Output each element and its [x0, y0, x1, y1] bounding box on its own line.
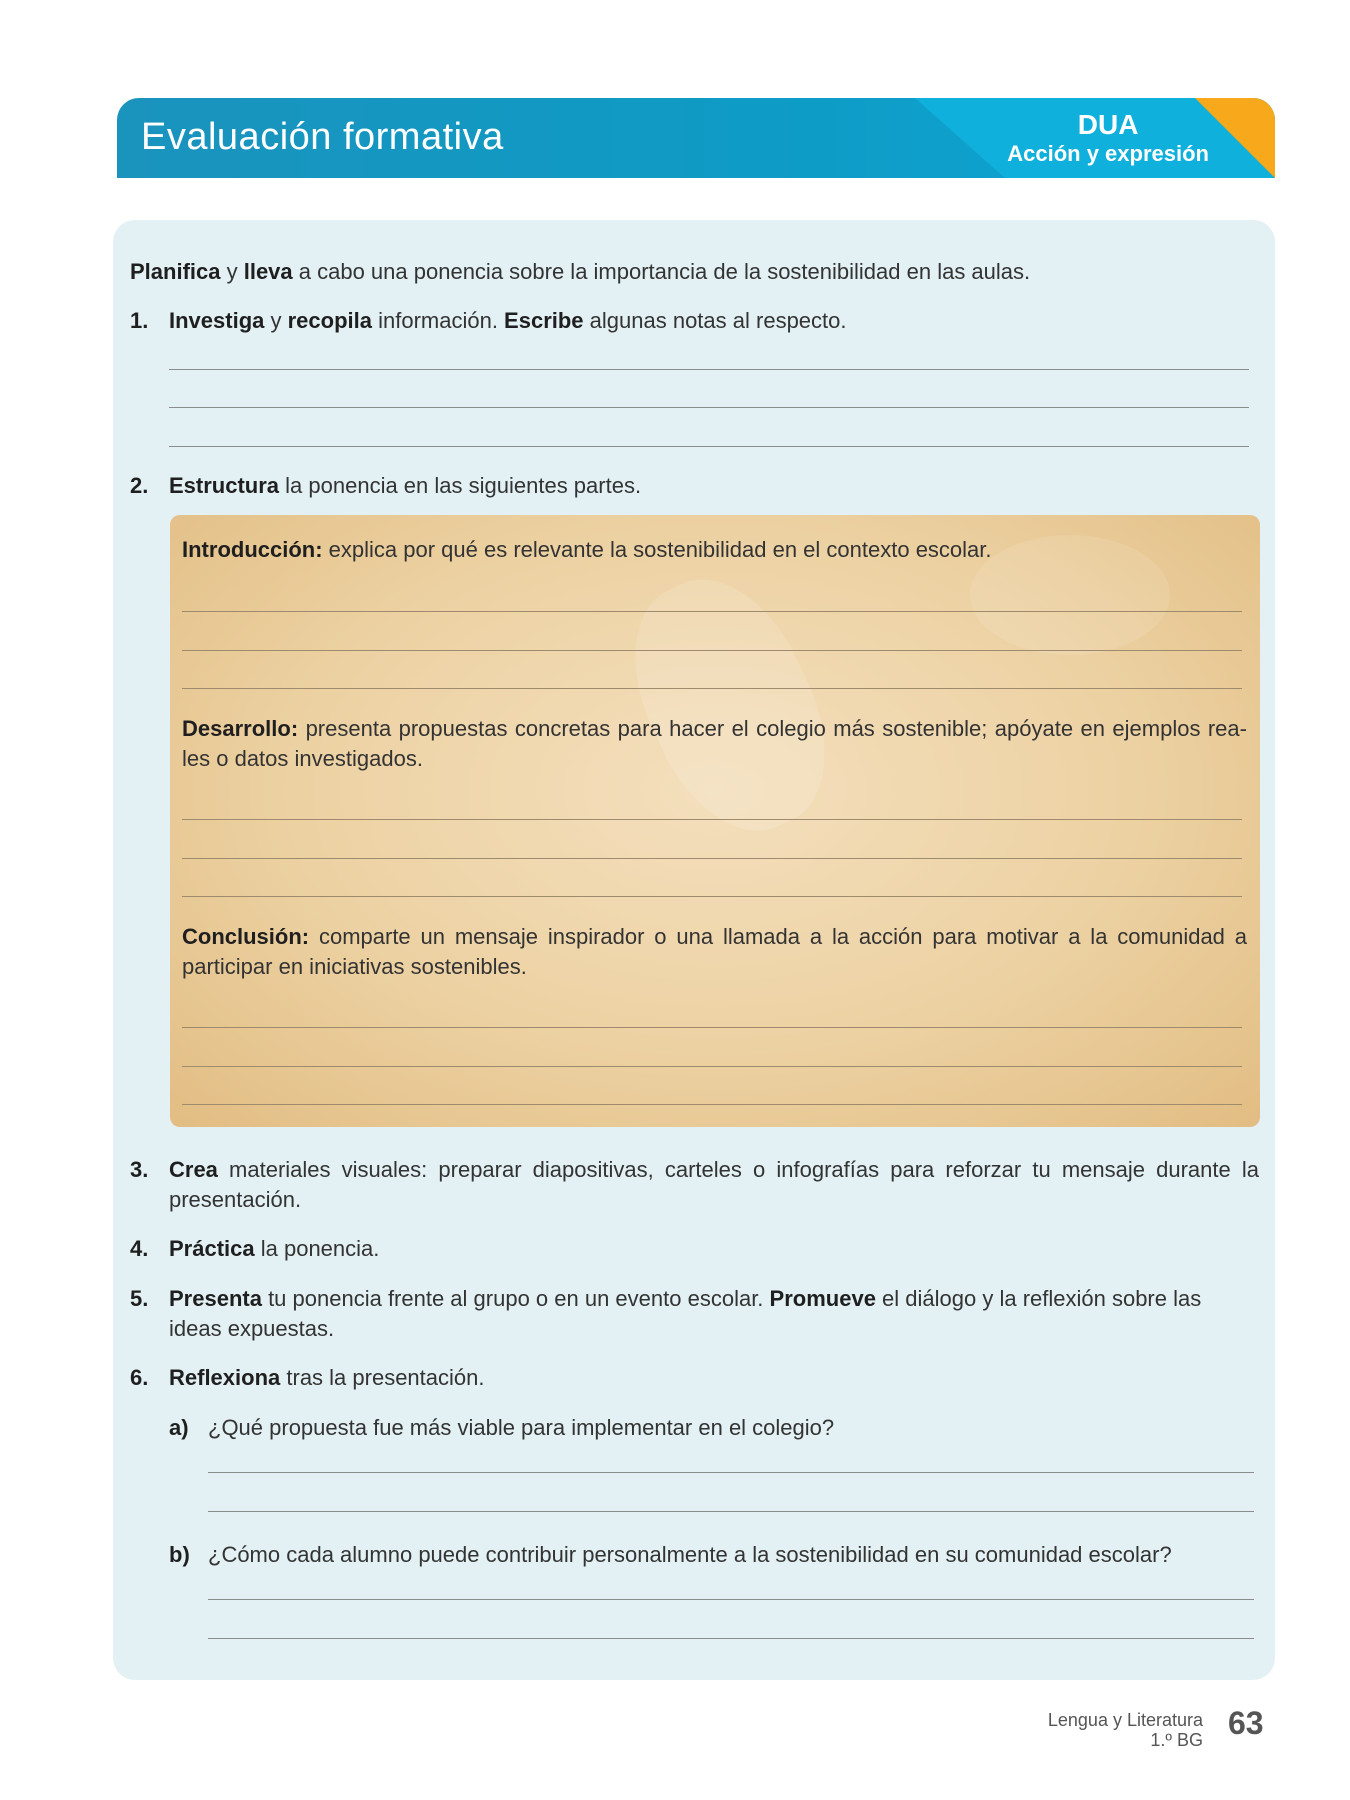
subitem-question-b: ¿Cómo cada alumno puede contribuir personalmente a la sostenibilidad en su comunidad escolar? — [208, 1542, 1172, 1567]
item-number-4: 4. — [130, 1236, 149, 1261]
dua-badge — [1007, 110, 1209, 168]
item-number-5: 5. — [130, 1286, 149, 1311]
item-text-5: Presenta tu ponencia frente al grupo o en un evento escolar. Promueve el diálogo y la reflexión sobre las ideas expuestas. — [169, 1286, 1202, 1341]
answer-line[interactable] — [208, 1638, 1254, 1639]
item-text-1: Investiga y recopila información. Escribe algunas notas al respecto. — [169, 308, 847, 333]
intro-verb-1: Planifica — [130, 259, 221, 284]
answer-line[interactable] — [182, 819, 1242, 820]
dua-label: DUA — [1077, 109, 1139, 140]
structure-conclusion: Conclusión: comparte un mensaje inspirador o una llamada a la acción para motivar a la comunidad a participar en iniciativas sostenibles. — [182, 924, 1247, 979]
answer-line[interactable] — [208, 1472, 1254, 1473]
introduction-label: Introducción: — [182, 537, 323, 562]
grade-label: 1.º BG — [1150, 1730, 1203, 1750]
item-text-3: Crea materiales visuales: preparar diapositivas, carteles o infografías para reforzar tu mensaje durante la presentación. — [169, 1157, 1259, 1212]
subitem-letter-b: b) — [169, 1542, 190, 1567]
dua-subtitle: Acción y expresión — [1007, 141, 1209, 166]
item-number-1: 1. — [130, 308, 149, 333]
conclusion-label: Conclusión: — [182, 924, 310, 949]
subitem-question-a: ¿Qué propuesta fue más viable para implementar en el colegio? — [208, 1415, 835, 1440]
section-title: Evaluación formativa — [141, 116, 504, 158]
answer-line[interactable] — [182, 858, 1242, 859]
answer-line[interactable] — [182, 688, 1242, 689]
intro-verb-2: lleva — [243, 259, 293, 284]
footer-subject — [1048, 1710, 1203, 1750]
answer-line[interactable] — [208, 1599, 1254, 1600]
structure-box — [170, 515, 1260, 1127]
answer-line[interactable] — [182, 896, 1242, 897]
development-label: Desarrollo: — [182, 716, 299, 741]
item-text-2: Estructura la ponencia en las siguientes partes. — [169, 473, 642, 498]
subject-name: Lengua y Literatura — [1047, 1710, 1203, 1730]
answer-line[interactable] — [169, 369, 1249, 370]
answer-line[interactable] — [182, 1027, 1242, 1028]
answer-line[interactable] — [182, 1066, 1242, 1067]
intro-instruction: Planifica y lleva a cabo una ponencia sobre la importancia de la sostenibilidad en las aulas. — [130, 259, 1031, 284]
answer-line[interactable] — [182, 611, 1242, 612]
item-number-6: 6. — [130, 1365, 149, 1390]
answer-line[interactable] — [182, 650, 1242, 651]
item-number-3: 3. — [130, 1157, 149, 1182]
structure-development: Desarrollo: presenta propuestas concretas para hacer el colegio más sostenible; apóyate en ejemplos reales o datos investigados. — [182, 716, 1247, 771]
answer-line[interactable] — [208, 1511, 1254, 1512]
page-number: 63 — [1228, 1705, 1264, 1741]
structure-introduction: Introducción: explica por qué es relevante la sostenibilidad en el contexto escolar. — [182, 537, 992, 562]
item-text-6: Reflexiona tras la presentación. — [169, 1365, 485, 1390]
item-number-2: 2. — [130, 473, 149, 498]
section-header — [117, 98, 1275, 178]
answer-line[interactable] — [182, 1104, 1242, 1105]
answer-line[interactable] — [169, 407, 1249, 408]
world-map-texture — [603, 553, 858, 856]
item-text-4: Práctica la ponencia. — [169, 1236, 380, 1261]
answer-line[interactable] — [169, 446, 1249, 447]
subitem-letter-a: a) — [169, 1415, 189, 1440]
